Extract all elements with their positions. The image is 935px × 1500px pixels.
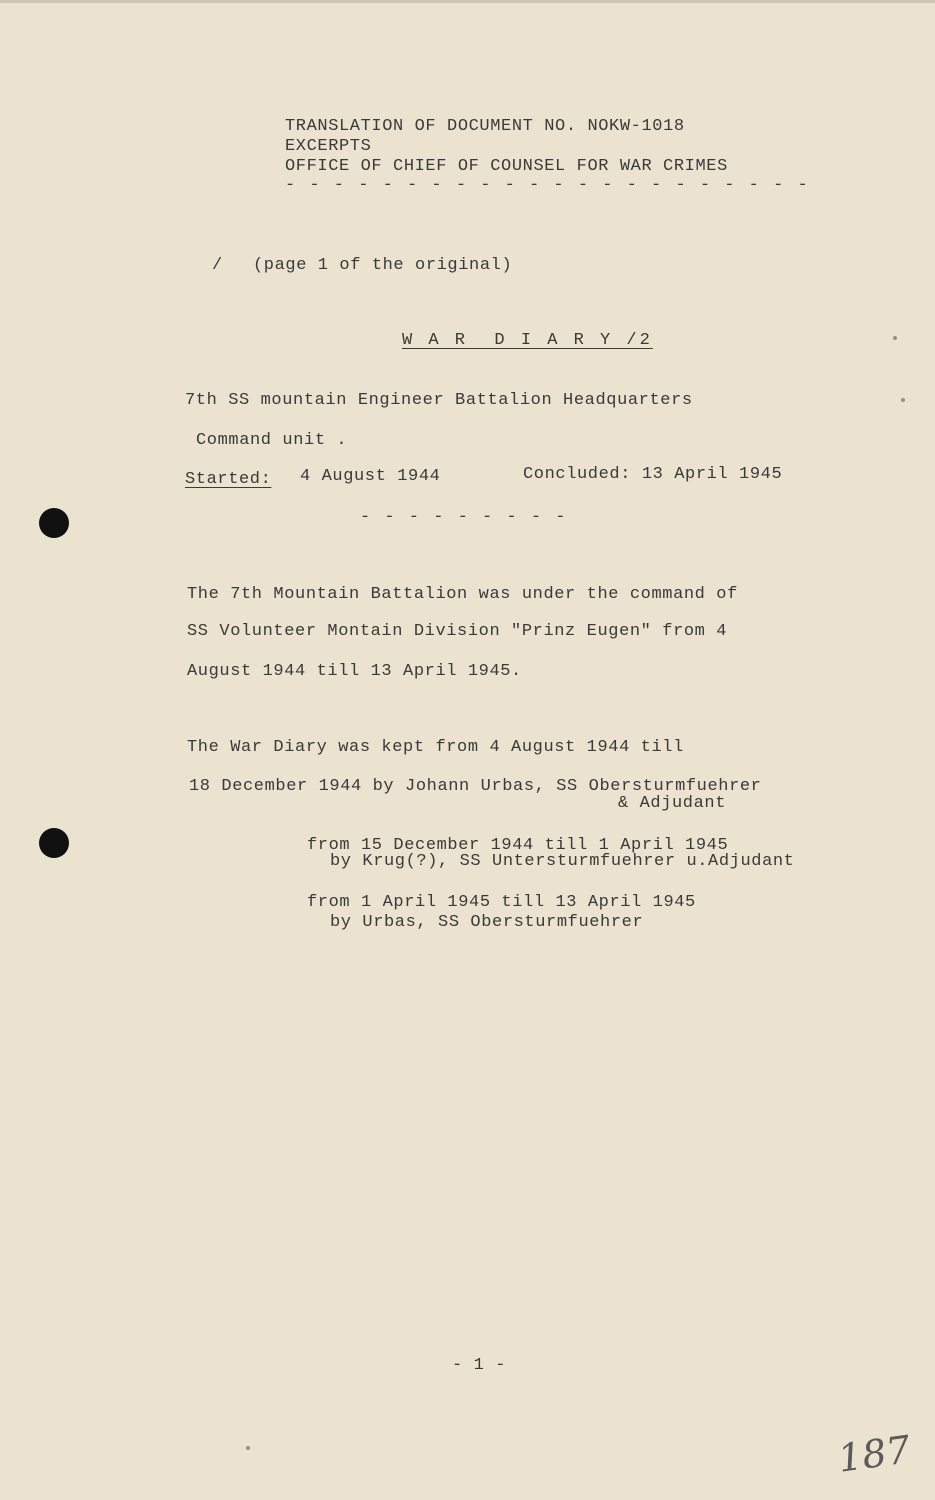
paper-speck (246, 1446, 250, 1450)
paragraph2-line4: from 15 December 1944 till 1 April 1945 (307, 836, 729, 855)
page-ref-mark: / (212, 256, 223, 275)
unit-name-line: 7th SS mountain Engineer Battalion Headquarters (185, 391, 693, 410)
page-top-edge (0, 0, 935, 3)
paragraph2-line2: 18 December 1944 by Johann Urbas, SS Obersturmfuehrer (189, 777, 762, 796)
paragraph1-line2: SS Volunteer Montain Division "Prinz Eugen" from 4 (187, 622, 728, 641)
unit-type-line: Command unit . (196, 431, 348, 450)
paragraph1-line1: The 7th Mountain Battalion was under the command of (187, 585, 738, 604)
paper-speck (893, 336, 897, 340)
header-excerpts-line: EXCERPTS (285, 137, 372, 156)
paragraph2-line7: by Urbas, SS Obersturmfuehrer (330, 913, 644, 932)
document-title: W A R D I A R Y /2 (402, 331, 653, 350)
paper-speck (901, 398, 905, 402)
paragraph2-line3: & Adjudant (618, 794, 727, 813)
punch-hole-top (39, 508, 69, 538)
unit-dash-rule: - - - - - - - - - (360, 508, 568, 527)
paragraph2-line1: The War Diary was kept from 4 August 1944 till (187, 738, 684, 757)
paragraph1-line3: August 1944 till 13 April 1945. (187, 662, 522, 681)
header-translation-line: TRANSLATION OF DOCUMENT NO. NOKW-1018 (285, 117, 685, 136)
paragraph2-line5: by Krug(?), SS Untersturmfuehrer u.Adjudant (330, 852, 795, 871)
handwritten-page-number: 187 (835, 1427, 914, 1481)
header-dash-rule: - - - - - - - - - - - - - - - - - - - - - - (285, 176, 810, 195)
concluded-date: Concluded: 13 April 1945 (523, 465, 783, 484)
page-ref-text: (page 1 of the original) (253, 256, 513, 275)
punch-hole-bottom (39, 828, 69, 858)
started-date: 4 August 1944 (300, 467, 441, 486)
started-label: Started: (185, 470, 272, 489)
header-office-line: OFFICE OF CHIEF OF COUNSEL FOR WAR CRIMES (285, 157, 728, 176)
paragraph2-line6: from 1 April 1945 till 13 April 1945 (307, 893, 696, 912)
page-number: - 1 - (452, 1356, 507, 1375)
